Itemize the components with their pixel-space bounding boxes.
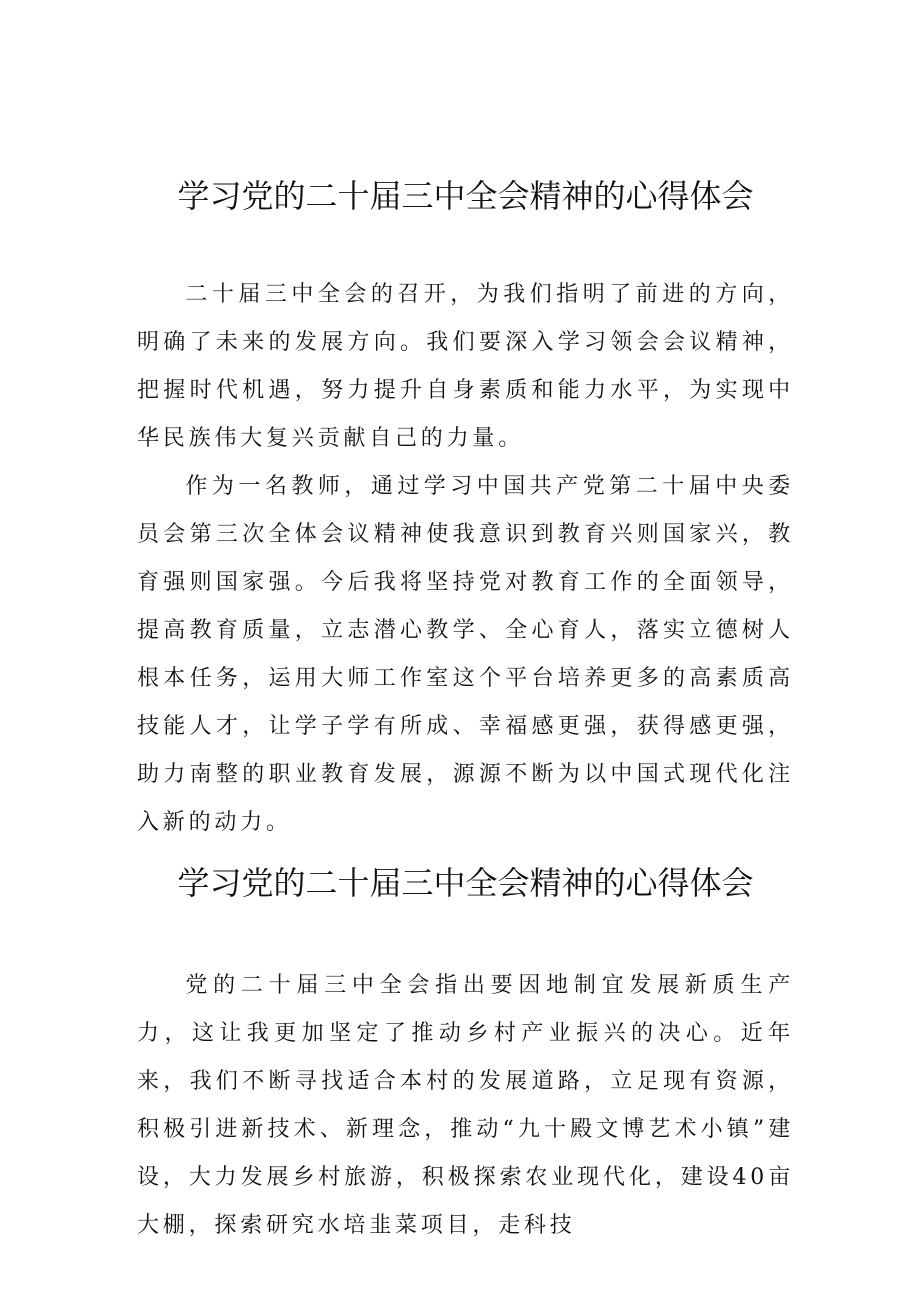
article-paragraph: 党的二十届三中全会指出要因地制宜发展新质生产力，这让我更加坚定了推动乡村产业振兴的决心。近年来，我们不断寻找适合本村的发展道路，立足现有资源，积极引进新技术、新理念，推动“九十殿文博艺术小镇”建设，大力发展乡村旅游，积极探索农业现代化，建设40亩大棚，探索研究水培韭菜项目，走科技 <box>137 973 794 1238</box>
article-body <box>137 962 794 1250</box>
article-section <box>137 172 794 847</box>
article-heading: 学习党的二十届三中全会精神的心得体会 <box>177 864 754 902</box>
article-section <box>137 859 794 1250</box>
article-paragraph: 二十届三中全会的召开，为我们指明了前进的方向，明确了未来的发展方向。我们要深入学习领会会议精神，把握时代机遇，努力提升自身素质和能力水平，为实现中华民族伟大复兴贡献自己的力量。 <box>137 282 794 451</box>
article-heading: 学习党的二十届三中全会精神的心得体会 <box>177 177 754 215</box>
article-body <box>137 271 794 847</box>
article-paragraph: 作为一名教师，通过学习中国共产党第二十届中央委员会第三次全体会议精神使我意识到教育兴则国家兴，教育强则国家强。今后我将坚持党对教育工作的全面领导，提高教育质量，立志潜心教学、全心育人，落实立德树人根本任务，运用大师工作室这个平台培养更多的高素质高技能人才，让学子学有所成、幸福感更强，获得感更强，助力南整的职业教育发展，源源不断为以中国式现代化注入新的动力。 <box>137 474 794 835</box>
